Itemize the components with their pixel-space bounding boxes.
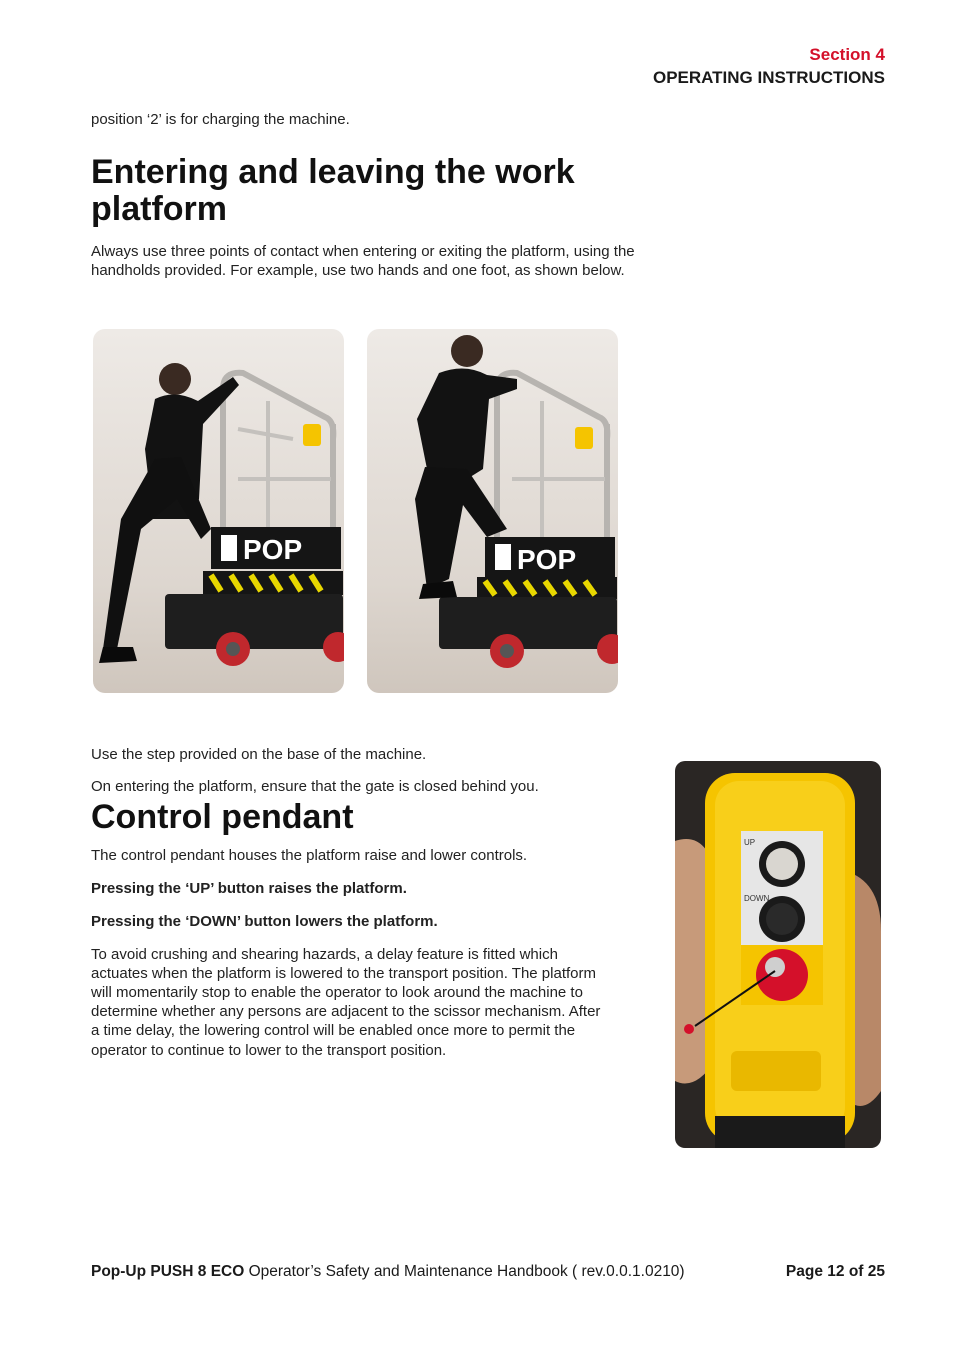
pendant-body-line2: actuates when the platform is lowered to the transport position. The platform	[91, 965, 596, 982]
pendant-body-line1: To avoid crushing and shearing hazards, a delay feature is fitted which	[91, 946, 558, 963]
page-number: Page 12 of 25	[785, 1263, 885, 1280]
pendant-up-instruction: Pressing the ‘UP’ button raises the platform.	[91, 880, 407, 897]
entering-para-line1: Always use three points of contact when entering or exiting the platform, using the	[91, 243, 635, 260]
gate-text: On entering the platform, ensure that the gate is closed behind you.	[91, 778, 539, 795]
section-title: OPERATING INSTRUCTIONS	[652, 68, 885, 87]
photo-entering-step-2	[367, 329, 618, 693]
pendant-label-up: UP	[744, 838, 756, 847]
footer-handbook	[91, 1263, 685, 1281]
pendant-body-line6: operator to continue to lower to the transport position.	[91, 1042, 447, 1059]
pendant-down-instruction: Pressing the ‘DOWN’ button lowers the platform.	[91, 913, 438, 930]
footer-product: Pop-Up PUSH 8 ECO	[91, 1263, 245, 1280]
entering-heading-line2: platform	[91, 190, 227, 228]
photo-entering-step-1	[93, 329, 344, 693]
photo-control-pendant	[675, 761, 881, 1148]
pendant-label-down: DOWN	[744, 894, 770, 903]
pendant-body-line5: a time delay, the lowering control will be enabled once more to permit the	[91, 1022, 576, 1039]
entering-para-line2: handholds provided. For example, use two hands and one foot, as shown below.	[91, 262, 625, 279]
pendant-intro: The control pendant houses the platform raise and lower controls.	[91, 847, 528, 864]
intro-line: position ‘2’ is for charging the machine.	[91, 111, 350, 128]
photo-logo-text: POP	[517, 544, 577, 575]
pendant-heading: Control pendant	[91, 798, 354, 836]
pendant-body-line4: determine whether any persons are adjacent to the scissor mechanism. After	[91, 1003, 601, 1020]
footer-handbook-title: Operator’s Safety and Maintenance Handbook ( rev.0.0.1.0210)	[244, 1263, 685, 1280]
step-text: Use the step provided on the base of the machine.	[91, 746, 427, 763]
pendant-body-line3: will momentarily stop to enable the operator to look around the machine to	[91, 984, 583, 1001]
photo-logo-text: POP	[243, 534, 303, 565]
section-number: Section 4	[809, 45, 885, 64]
entering-heading-line1: Entering and leaving the work	[91, 153, 575, 191]
